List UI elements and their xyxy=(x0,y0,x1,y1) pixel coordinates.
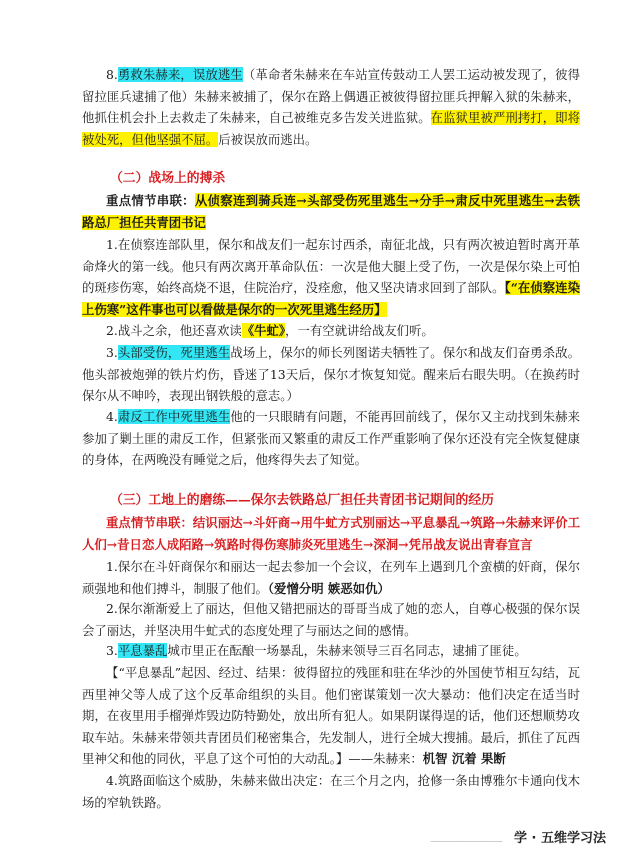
section-3-title: （三）工地上的磨练——保尔去铁路总厂担任共青团书记期间的经历 xyxy=(110,493,494,508)
section-2-paragraph-1 xyxy=(82,234,580,320)
key-plot-label: 重点情节串联： xyxy=(106,193,195,208)
key-plot-text: 从侦察连到骑兵连→头部受伤死里逃生→分手→肃反中死里逃生→去铁路总厂担任共青团书记 xyxy=(82,193,581,230)
section-3-paragraph-2 xyxy=(82,598,580,641)
watermark-dashes: —————— xyxy=(430,834,502,849)
section-2-paragraph-4 xyxy=(82,406,580,471)
section-3-paragraph-1 xyxy=(82,556,580,599)
key-plot-text: 结识丽达→斗奸商→用牛虻方式别丽达→平息暴乱→筑路→朱赫来评价工人们→昔日恋人成陌路→筑路时得伤寒肺炎死里逃生→深洞→凭吊战友说出青春宣言 xyxy=(82,515,580,552)
watermark xyxy=(430,818,640,853)
para-text: （革命者朱赫来在车站宣传鼓动工人罢工运动被发现了，彼得留拉匪兵逮捕了他）朱赫来被捕了，保尔在路上偶遇正被彼得留拉匪兵押解入狱的朱赫来，他抓住机会扑上去救走了朱赫来，自己被维克多告发关进监狱。 xyxy=(82,67,581,126)
para-text: 战场上，保尔的师长列图诺夫牺牲了。保尔和战友们奋勇杀敌。他头部被炮弹的铁片灼伤，昏迷了13天后，保尔才恢复知觉。醒来后右眼失明。（在换药时保尔从不呻吟，表现出钢铁般的意志。） xyxy=(82,345,581,404)
watermark-text: 学 · 五维学习法 xyxy=(514,831,606,846)
trait-summary: 机智 沉着 果断 xyxy=(422,751,506,767)
highlight-rescue-zhuhelai: 勇救朱赫来，误放逃生 xyxy=(117,67,243,82)
para-number: 3. xyxy=(106,643,118,658)
key-plot-label: 重点情节串联： xyxy=(106,515,193,530)
para-text: 后被误放而逃出。 xyxy=(218,131,318,147)
highlight-purge-work: 肃反工作中死里逃生 xyxy=(117,409,231,424)
highlight-typhus-note: 【“在侦察连染上伤寒”这件事也可以看做是保尔的一次死里逃生经历】 xyxy=(82,280,581,317)
para-text: 1.在侦察连部队里，保尔和战友们一起东讨西杀，南征北战，只有两次被迫暂时离开革命烽火的第一线。他只有两次离开革命队伍：一次是他大腿上受了伤，一次是保尔染上可怕的斑疹伤寒，始终高烧不退，住院治疗，没痊愈，他又坚决请求回到了部队。 xyxy=(82,237,580,296)
highlight-prison-torture: 在监狱里被严刑拷打，即将被处死，但他坚强不屈。 xyxy=(82,110,581,147)
section-2-key-plot xyxy=(82,190,580,233)
section-3-paragraph-4 xyxy=(82,770,580,813)
para-number: 4. xyxy=(106,409,118,424)
para-text: 1.保尔在斗奸商保尔和丽达一起去参加一个会议，在列车上遇到几个蛮横的奸商，保尔顽强地和他们搏斗，制服了他们。 xyxy=(82,559,580,596)
highlight-quell-riot: 平息暴乱 xyxy=(117,643,168,658)
highlight-head-injury: 头部受伤，死里逃生 xyxy=(117,345,231,360)
para-text: 他的一只眼睛有问题，不能再回前线了，保尔又主动找到朱赫来参加了剿土匪的肃反工作，但紧张而又繁重的肃反工作严重影响了保尔还没有完全恢复健康的身体，在两晚没有睡觉之后，他疼得失去了知觉。 xyxy=(82,409,581,468)
para-number: 3. xyxy=(106,345,118,360)
section-3-riot-details xyxy=(82,662,580,770)
section-3-heading xyxy=(82,490,580,512)
section-3-key-plot xyxy=(82,512,580,555)
paragraph-8 xyxy=(82,64,580,150)
section-2-heading xyxy=(82,168,580,190)
section-2-paragraph-3 xyxy=(82,342,580,407)
section-2-title: （二）战场上的搏杀 xyxy=(110,171,226,186)
para-text: 2.保尔渐渐爱上了丽达，但他又错把丽达的哥哥当成了她的恋人，自尊心极强的保尔误会了丽达，并坚决用牛虻式的态度处理了与丽达之间的感情。 xyxy=(82,601,580,638)
section-3-paragraph-3 xyxy=(82,640,580,662)
para-number: 8. xyxy=(106,67,118,82)
trait-summary: （爱憎分明 嫉恶如仇） xyxy=(267,580,390,596)
para-text: 【“平息暴乱”起因、经过、结果：彼得留拉的残匪和驻在华沙的外国使节相互勾结，瓦西里神父等人成了这个反革命组织的头目。他们密谋策划一次大暴动：他们决定在适当时期，在夜里用手榴弹炸毁边防特勤处，放出所有犯人。如果阴谋得逞的话，他们还想顺势攻取车站。朱赫来带领共青团员们秘密集合，先发制人，进行全城大搜捕。最后，抓住了瓦西里神父和他的同伙，平息了这个可怕的大动乱。】——朱赫来： xyxy=(82,665,580,767)
section-2-paragraph-2 xyxy=(82,320,580,342)
para-text: 4.筑路面临这个威胁，朱赫来做出决定：在三个月之内，抢修一条由博雅尔卡通向伐木场的窄轨铁路。 xyxy=(82,773,580,810)
para-text: 2.战斗之余，他还喜欢读 xyxy=(106,323,242,338)
para-text: ，一有空就讲给战友们听。 xyxy=(285,323,434,338)
highlight-gadfly-book: 《牛虻》 xyxy=(241,323,286,338)
para-text: 城市里正在酝酿一场暴乱，朱赫来领导三百名同志，逮捕了匪徒。 xyxy=(167,643,527,658)
